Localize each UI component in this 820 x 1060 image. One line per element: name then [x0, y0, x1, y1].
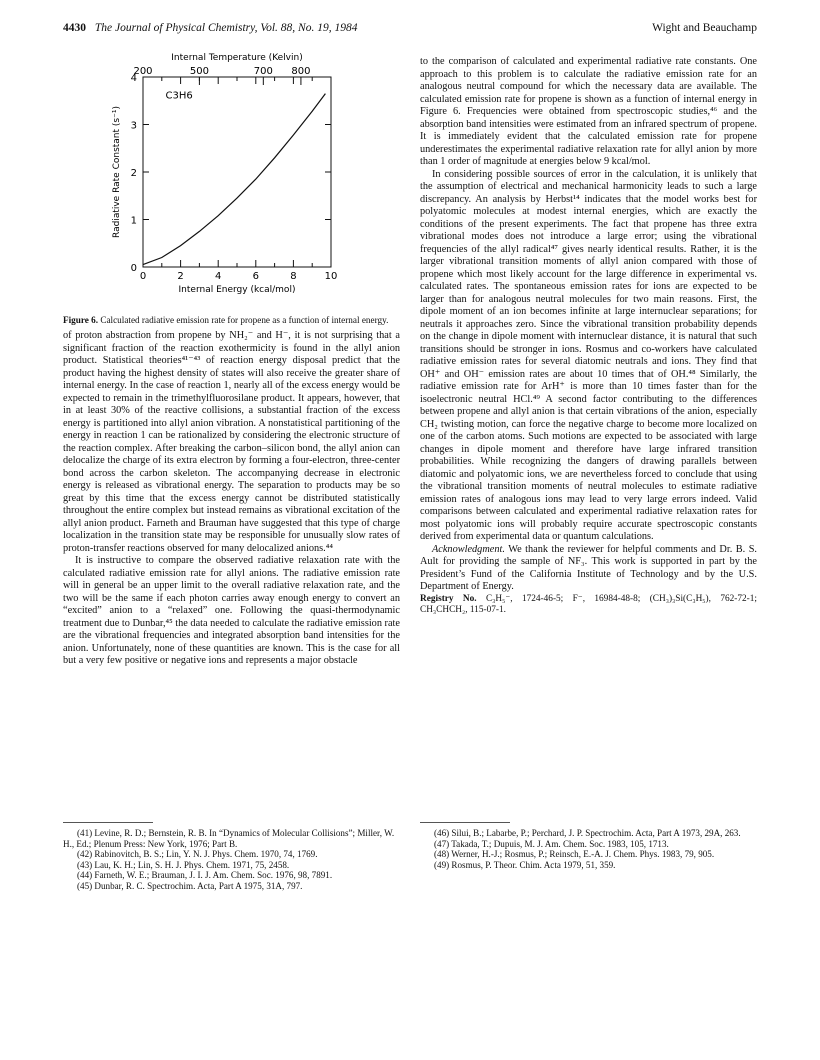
- figure-caption: [63, 315, 400, 326]
- series-label: C3H6: [165, 90, 193, 102]
- y-tick-label: 3: [130, 120, 137, 132]
- acknowledgment-text: We thank the reviewer for helpful comments and Dr. B. S. Ault for providing the sample of NF₃. This work is supported in part by the President’s Fund of the California Institute of Technology and by the U.S. Department of Energy.: [420, 543, 757, 592]
- x-axis-label: Internal Energy (kcal/mol): [178, 285, 296, 295]
- top-tick-label: 700: [253, 66, 273, 77]
- x-tick-label: 8: [290, 271, 297, 282]
- x-tick-label: 10: [324, 271, 338, 282]
- top-tick-label: 200: [133, 66, 153, 77]
- y-axis-label: Radiative Rate Constant (s⁻¹): [112, 106, 122, 238]
- top-tick-label: 800: [291, 66, 311, 77]
- paragraph: In considering possible sources of error in the calculation, it is unlikely that the assumption of electrical and mechanical harmonicity leads to such a large discrepancy. An analysis by Herbst¹⁴ indicates that the model works best for polyatomic molecules at modest internal energies, which are exactly the conditions of the present experiments. The fact that propene has three extra vibrational modes does not introduce a large error; using the vibrational frequencies of the allyl radical⁴⁷ gives nearly identical results. Rather, it is the larger vibrational transition moments of allyl anion compared with those of propene which most likely account for the large difference in experimental vs. calculated rates. The spontaneous emission rates for ions are expected to be larger than for analogous neutral molecules for two main reasons. First, the dipole moment of an ion becomes infinite at large internuclear separations; for neutrals it approaches zero. Since the vibrational transition probability depends on the change in dipole moment with internuclear distance, it is natural that such transitions should be stronger in ions. Rosmus and co-workers have calculated radiative emission rates for several diatomic neutrals and ions. They find that OH⁺ and OH⁻ emission rates are about 10 times that of OH.⁴⁸ Similarly, the radiative emission rate for ArH⁺ is more than 10 times faster than for the isoelectronic neutral HCl.⁴⁹ A second factor contributing to the differences between propene and allyl anion is that certain vibrations of the anion, especially CH₂ twisting motion, can force the negative charge to become more localized on one of the carbon atoms. Such motions are expected to be associated with large changes in dipole moment and therefore have large infrared transition probabilities. While recognizing the dangers of drawing parallels between diatomic and polyatomic ions, we are nevertheless forced to conclude that using the vibrational transition moments of neutral molecules to estimate radiative emission rates of analogous ions may lead to very large errors indeed. Valid comparisons between calculated and experimental radiative relaxation rates for most polyatomic ions will probably require accurate spectroscopic constants derived from experimental data or quantum calculations.: [420, 168, 757, 542]
- references-left: [63, 828, 400, 892]
- radiative-rate-chart: [63, 50, 400, 315]
- reference-item: (43) Lau, K. H.; Lin, S. H. J. Phys. Chem. 1971, 75, 2458.: [77, 859, 290, 870]
- journal-title: The Journal of Physical Chemistry, Vol. 88, No. 19, 1984: [94, 22, 358, 34]
- left-body: [63, 330, 400, 668]
- footnote-rule: [63, 822, 153, 823]
- footnote-rule: [420, 822, 510, 823]
- x-tick-label: 4: [215, 271, 222, 282]
- paragraph: of proton abstraction from propene by NH₂⁻ and H⁻, it is not surprising that a significant fraction of the reaction exothermicity is found in the allyl anion product. Statistical theories⁴¹⁻⁴³ of reaction energy disposal predict that the product having the highest density of states will also receive the greater share of internal energy. In the case of reaction 1, nearly all of the excess energy would be expected to remain in the trimethylfluorosilane product. It appears, however, that in at least 30% of the reactive collisions, a substantial fraction of the excess energy is partitioned into allyl anion vibration. A nonstatistical partitioning of the energy in reaction 1 can be rationalized by considering the electronic structure of the reaction complex. After breaking the carbon–silicon bond, the allyl anion can delocalize the charge of its extra electron by forming a four-electron, three-center bond across the carbon skeleton. The accompanying decrease in electronic energy is released as vibrational energy. The separation to products may be so great by this time that the excess energy cannot be distributed statistically throughout the entire complex but instead remains as vibrational excitation of the allyl anion product. Farneth and Brauman have suggested that this type of charge localization in the transition state may be responsible for unusually slow rates of proton-transfer reactions observed for many delocalized anions.⁴⁴: [63, 330, 400, 554]
- reference-item: (42) Rabinovitch, B. S.; Lin, Y. N. J. Phys. Chem. 1970, 74, 1769.: [77, 849, 318, 860]
- registry-text: C₃H₅⁻, 1724-46-5; F⁻, 16984-48-8; (CH₃)₃Si(C₃H₅), 762-72-1; CH₃CHCH₂, 115-07-1.: [420, 593, 757, 615]
- reference-item: (48) Werner, H.-J.; Rosmus, P.; Reinsch, E.-A. J. Chem. Phys. 1983, 79, 905.: [434, 849, 715, 860]
- y-tick-label: 1: [130, 215, 137, 227]
- running-authors: Wight and Beauchamp: [652, 22, 757, 34]
- left-column: [63, 50, 400, 668]
- x-tick-label: 0: [139, 271, 147, 282]
- figure-label: Figure 6.: [63, 315, 99, 325]
- figure-caption-text: Calculated radiative emission rate for propene as a function of internal energy.: [100, 315, 389, 325]
- x-tick-label: 6: [252, 271, 259, 282]
- reference-item: (44) Farneth, W. E.; Brauman, J. I. J. Am. Chem. Soc. 1976, 98, 7891.: [77, 870, 333, 881]
- x-tick-label: 2: [177, 271, 184, 282]
- page-header: [63, 22, 757, 40]
- reference-item: (47) Takada, T.; Dupuis, M. J. Am. Chem. Soc. 1983, 105, 1713.: [434, 838, 669, 849]
- reference-item: (49) Rosmus, P. Theor. Chim. Acta 1979, 51, 359.: [434, 859, 616, 870]
- series-line-c3h6: [143, 94, 325, 265]
- y-tick-label: 2: [130, 168, 137, 179]
- acknowledgment: [420, 544, 757, 594]
- registry-numbers: [420, 594, 757, 616]
- right-column: [420, 56, 757, 616]
- reference-item: (41) Levine, R. D.; Bernstein, R. B. In “Dynamics of Molecular Collisions”; Miller, W. H., Ed.; Plenum Press: New York, 1976; Part B.: [63, 828, 395, 849]
- acknowledgment-label: Acknowledgment.: [432, 543, 505, 555]
- references-right: [420, 828, 757, 870]
- reference-item: (45) Dunbar, R. C. Spectrochim. Acta, Part A 1975, 31A, 797.: [77, 880, 303, 891]
- reference-item: (46) Silui, B.; Labarbe, P.; Perchard, J. P. Spectrochim. Acta, Part A 1973, 29A, 263.: [434, 828, 741, 838]
- top-axis-label: Internal Temperature (Kelvin): [171, 53, 303, 63]
- plot-frame: [143, 77, 331, 267]
- paragraph: It is instructive to compare the observed radiative relaxation rate with the calculated radiative emission rate for allyl anions. The radiative emission rate will in general be an upper limit to the overall radiative relaxation rate, and the two will be the same if each photon carries away enough energy to convert an “excited” anion to a “relaxed” one. Following the quasi-thermodynamic treatment due to Dunbar,⁴⁵ the data needed to calculate the radiative emission rate are the vibrational frequencies and integrated absorption band intensities for the anion. Unfortunately, none of these quantities are known. This is the case for all but a very few positive or negative ions and represents a major obstacle: [63, 555, 400, 666]
- paragraph: to the comparison of calculated and experimental radiative rate constants. One approach to this problem is to calculate the radiative emission rate for an analogous neutral compound for which the necessary data are available. The calculated emission rate for propene is shown as a function of internal energy in Figure 6. Frequencies were obtained from spectroscopic studies,⁴⁶ and the absorption band intensities were estimated from an infrared spectrum of propene. It is immediately evident that the calculated emission rate for propene underestimates the experimental radiative relaxation rate for allyl anion by more than 1 order of magnitude at energies below 9 kcal/mol.: [420, 56, 757, 167]
- top-tick-label: 500: [189, 66, 209, 77]
- y-tick-label: 4: [130, 73, 137, 84]
- registry-label: Registry No.: [420, 593, 477, 604]
- figure-6: [63, 50, 400, 315]
- page-number: 4430: [63, 22, 86, 34]
- y-tick-label: 0: [130, 263, 137, 274]
